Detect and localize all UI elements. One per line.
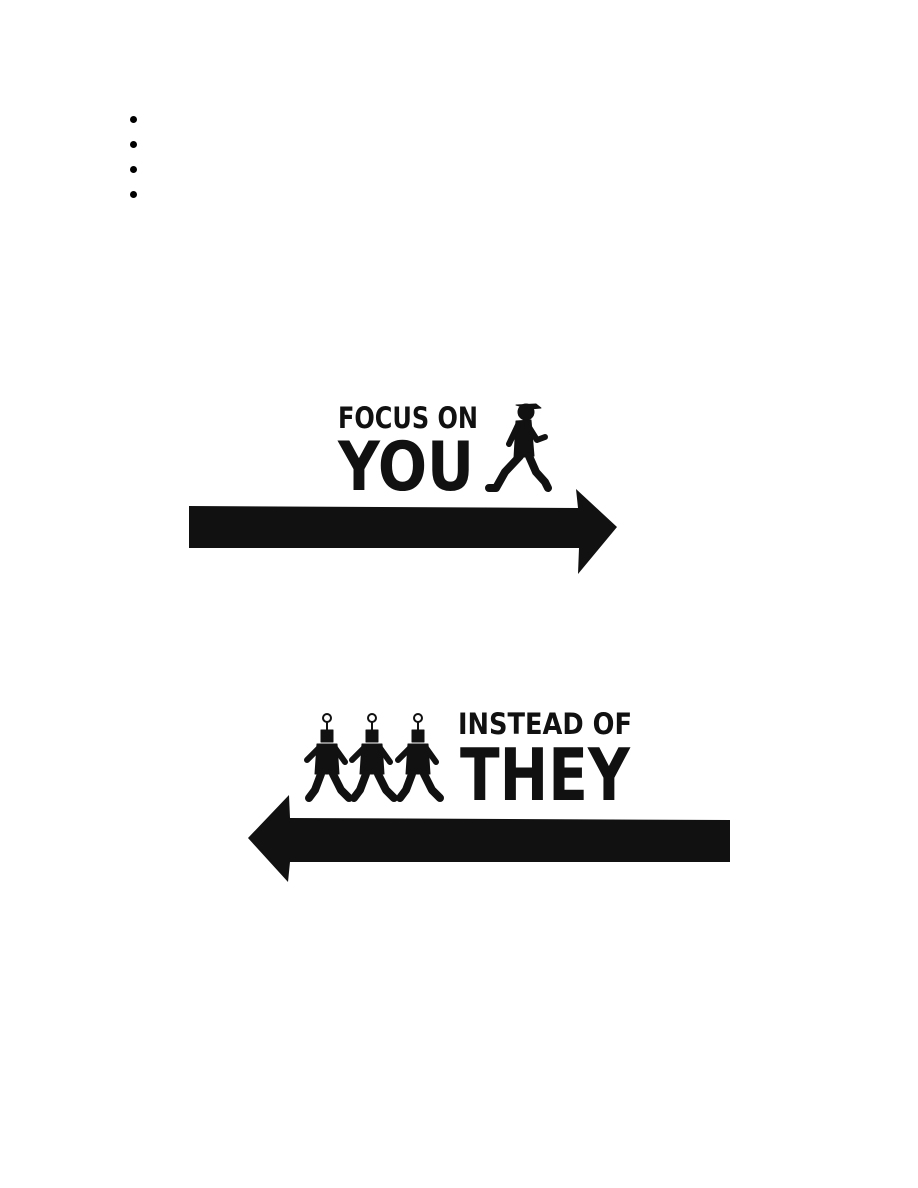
they-text: THEY	[460, 733, 631, 817]
robot-icon	[352, 714, 394, 798]
robot-icon	[307, 714, 349, 798]
instead-of-text: INSTEAD OF	[458, 707, 632, 741]
top-panel	[189, 401, 617, 574]
walking-person-icon	[489, 404, 548, 488]
focus-on-text: FOCUS ON	[338, 401, 478, 435]
you-text: YOU	[337, 428, 474, 507]
bottom-panel	[248, 707, 730, 882]
robot-icon	[398, 714, 440, 798]
